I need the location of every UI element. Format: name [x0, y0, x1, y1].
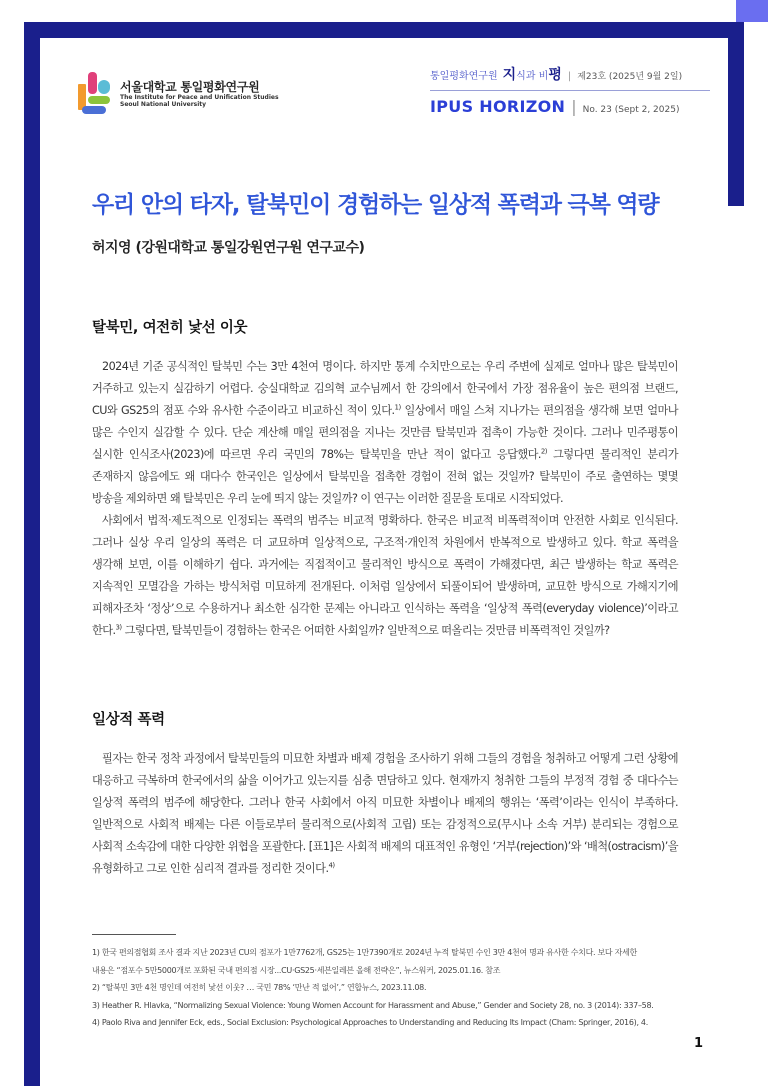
ipus-logo-icon: [76, 70, 116, 116]
frame-top-bar: [24, 22, 744, 38]
page-number: 1: [694, 1036, 704, 1051]
section-heading-2: 일상적 폭력: [92, 712, 165, 728]
frame-right-bar: [728, 22, 744, 206]
article-author: 허지영 (강원대학교 통일강원연구원 연구교수): [92, 240, 365, 256]
section-2-body: [92, 748, 678, 880]
paragraph-text: 그렇다면 물리적인 분리가 존재하지 않음에도 왜 대다수 한국인은 일상에서 탈북민을 접촉한 경험이 전혀 없는 것일까? 탈북민이 주로 출연하는 몇몇 방송을 제외하면 왜 탈북민은 우리 눈에 띄지 않는 것일까? 이 연구는 이러한 질문을 토대로 시작되었다.: [92, 448, 678, 505]
footnote-item: 1) 한국 편의점협회 조사 결과 지난 2023년 CU의 점포가 1만7762개, GS25는 1만7390개로 2024년 누적 탈북민 수인 3만 4천여 명과 유사한 수치다. 보다 자세한: [92, 948, 637, 957]
section-heading-1: 탈북민, 여전히 낯선 이웃: [92, 320, 248, 336]
brand-title: IPUS HORIZON: [430, 97, 566, 116]
footnote-divider: [92, 934, 176, 935]
publication-header: [430, 64, 720, 116]
footnote-item: 3) Heather R. Hlavka, “Normalizing Sexual Violence: Young Women Account for Harassment and Abuse,” Gender and Society 28, no. 3 (2014): 337–58.: [92, 1000, 654, 1010]
paragraph-text: 필자는 한국 정착 과정에서 탈북민들의 미묘한 차별과 배제 경험을 조사하기 위해 그들의 경험을 청취하고 어떻게 그런 상황에 대응하고 극복하며 한국에서의 삶을 이어가고 있는지를 심층 면담하고 있다. 현재까지 청취한 그들의 부정적 경험 중 대다수는 일상적 폭력의 범주에 해당한다. 그러나 한국 사회에서 아직 미묘한 차별이나 배제의 행위는 ‘폭력’이라는 인식이 부족하다. 일반적으로 사회적 배제는 다른 이들로부터 물리적으로(사회적 고립) 또는 감정적으로(무시나 소속 거부) 분리되는 경험으로 사회적 소속감에 대한 다양한 위협을 포괄한다. [표1]은 사회적 배제의 대표적인 유형인 ‘거부(rejection)’와 ‘배척(ostracism)’을 유형화하고 그로 인한 심리적 결과를 정리한 것이다.: [92, 752, 678, 875]
article-title: 우리 안의 타자, 탈북민이 경험하는 일상적 폭력과 극복 역량: [92, 192, 659, 218]
brand-line: [430, 97, 720, 116]
paragraph-text: 그렇다면, 탈북민들이 경험하는 한국은 어떠한 사회일까? 일반적으로 떠올리는 것만큼 비폭력적인 것일까?: [121, 624, 610, 637]
footnote-item: 4) Paolo Riva and Jennifer Eck, eds., Social Exclusion: Psychological Approaches to Understanding and Reducing Its Impact (Cham: Springer, 2016), 4.: [92, 1018, 648, 1027]
header-rule: [430, 90, 710, 91]
paragraph-text: 사회에서 법적·제도적으로 인정되는 폭력의 범주는 비교적 명확하다. 한국은 비교적 비폭력적이며 안전한 사회로 인식된다. 그러나 실상 우리 일상의 폭력은 더 교묘하며 일상적으로, 구조적·개인적 차원에서 반복적으로 발생하고 있다. 학교 폭력을 생각해 보면, 이를 이해하기 쉽다. 과거에는 직접적이고 물리적인 방식으로 폭력이 가해졌다면, 최근 발생하는 학교 폭력은 지속적인 모멸감을 가하는 방식처럼 미묘하게 전개된다. 이처럼 일상에서 되풀이되어 발생하며, 교묘한 방식으로 가해지기에 피해자조차 ‘정상’으로 수용하거나 최소한 심각한 문제는 아니라고 인식하는 폭력을 ‘일상적 폭력(everyday violence)’이라고 한다.: [92, 514, 678, 637]
series-pyeong: 평: [548, 67, 562, 83]
footnote-item: 2) “탈북민 3만 4천 명인데 여전히 낯선 이웃? … 국민 78% ‘만난 적 없어’,” 연합뉴스, 2023.11.08.: [92, 983, 427, 992]
separator-bar: |: [571, 97, 577, 116]
issue-en: No. 23 (Sept 2, 2025): [582, 105, 680, 115]
section-1-body: [92, 356, 678, 642]
paragraph-text: 2024년 기준 공식적인 탈북민 수는 3만 4천여 명이다. 하지만 통계 수치만으로는 우리 주변에 실제로 얼마나 많은 탈북민이 거주하고 있는지 실감하기 어렵다. 숭실대학교 김의혁 교수님께서 한 강의에서 한국에서 가장 점유율이 높은 편의점 브랜드, CU와 GS25의 점포 수와 유사한 수준이라고 비교하신 적이 있다.: [92, 360, 678, 417]
series-mid: 식과 비: [516, 71, 549, 82]
paragraph: [92, 510, 678, 642]
series-prefix: 통일평화연구원: [430, 71, 498, 82]
frame-left-bar: [24, 22, 40, 1086]
separator-bar: |: [567, 71, 572, 82]
issue-ko: 제23호 (2025년 9월 2일): [577, 72, 683, 82]
paragraph: [92, 748, 678, 880]
org-name-ko: 서울대학교 통일평화연구원: [120, 80, 260, 94]
series-line: [430, 64, 720, 84]
paragraph: [92, 356, 678, 510]
footnotes: [92, 944, 692, 1032]
org-name-en-line1: The Institute for Peace and Unification Studies: [120, 94, 279, 101]
footnote-ref[interactable]: 3): [115, 623, 122, 632]
footnote-ref[interactable]: 2): [540, 447, 547, 456]
paragraph-text: 일상에서 매일 스쳐 지나가는 편의점을 생각해 보면 얼마나 많은 수인지 실감할 수 있다. 단순 계산해 매일 편의점을 지나는 것만큼 탈북민과 접촉이 가능한 것이다. 그러나 민주평통이 실시한 인식조사(2023)에 따르면 우리 국민의 78%는 탈북민을 만난 적이 없다고 응답했다.: [92, 404, 678, 461]
footnote-ref[interactable]: 1): [394, 403, 401, 412]
footnote-item: 내용은 “점포수 5만5000개로 포화된 국내 편의점 시장...CU·GS25·세븐일레븐 올해 전략은”, 뉴스워커, 2025.01.16. 참조: [92, 965, 501, 975]
org-name-en-line2: Seoul National University: [120, 101, 207, 108]
footnote-ref[interactable]: 4): [328, 861, 335, 870]
series-ji: 지: [502, 67, 517, 83]
institute-logo: [76, 70, 279, 120]
corner-accent: [736, 0, 768, 22]
